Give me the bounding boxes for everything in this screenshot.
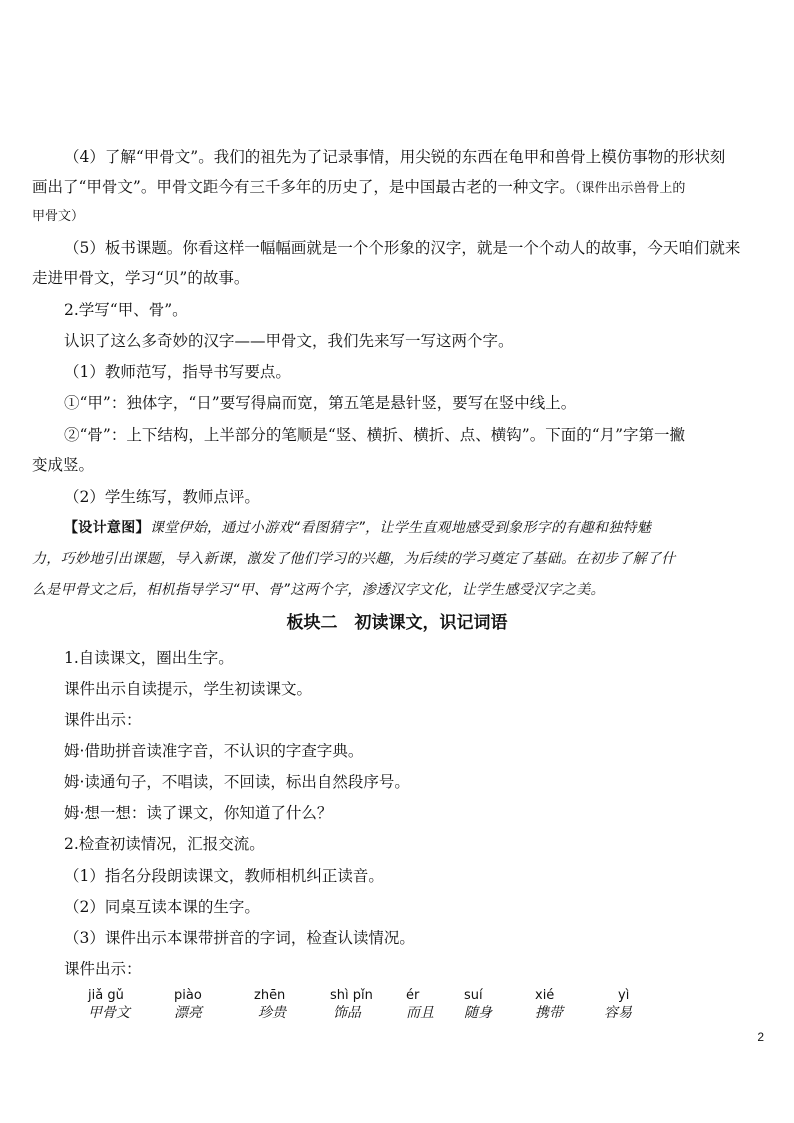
vocab-word: 饰品 <box>333 1005 361 1021</box>
section-heading: 板块二 初读课文，识记词语 <box>286 613 508 633</box>
paragraph-courseware-show-2: 课件出示： <box>64 960 142 978</box>
vocab-word: 而且 <box>406 1005 434 1021</box>
vocab-pinyin-row <box>0 988 794 1028</box>
vocab-pinyin: xié <box>535 988 555 1003</box>
reading-tip-3: 姆·想一想：读了课文，你知道了什么？ <box>64 804 333 822</box>
paragraph-oracle-intro-line2 <box>32 177 772 199</box>
subsection-title-self-reading: 1.自读课文，圈出生字。 <box>64 649 234 667</box>
reading-tip-2: 姆·读通句子，不唱读，不回读，标出自然段序号。 <box>64 773 410 791</box>
paragraph-read-aloud: （1）指名分段朗读课文，教师相机纠正读音。 <box>64 867 384 885</box>
paragraph-self-reading-intro: 课件出示自读提示，学生初读课文。 <box>64 680 313 698</box>
paragraph-write-intro: 认识了这么多奇妙的汉字——甲骨文，我们先来写一写这两个字。 <box>64 332 514 350</box>
design-intent-line2: 力，巧妙地引出课题，导入新课，激发了他们学习的兴趣，为后续的学习奠定了基础。在初步了解了什 <box>32 551 676 567</box>
vocab-pinyin: zhēn <box>254 988 286 1003</box>
vocab-pinyin: yì <box>618 988 630 1003</box>
vocab-pinyin: jiǎ gǔ <box>88 988 124 1003</box>
design-intent-label: 【设计意图】 <box>64 520 150 536</box>
vocab-pinyin: piào <box>174 988 202 1003</box>
reading-tip-1: 姆·借助拼音读准字音，不认识的字查字典。 <box>64 742 364 760</box>
vocab-word: 甲骨文 <box>88 1005 130 1021</box>
vocab-word: 容易 <box>604 1005 632 1021</box>
design-intent-line1 <box>64 518 772 538</box>
paragraph-oracle-intro-line1: （4）了解“甲骨文”。我们的祖先为了记录事情，用尖锐的东西在龟甲和兽骨上模仿事物的形状刻 <box>64 148 726 166</box>
paragraph-pinyin-check: （3）课件出示本课带拼音的字词，检查认读情况。 <box>64 929 415 947</box>
vocab-pinyin: shì pǐn <box>330 988 373 1003</box>
design-intent-line3: 么是甲骨文之后，相机指导学习“甲、骨”这两个字，渗透汉字文化，让学生感受汉字之美。 <box>32 582 605 598</box>
vocab-word: 漂亮 <box>174 1005 202 1021</box>
paragraph-jia-character: ①“甲”：独体字，“日”要写得扁而宽，第五笔是悬针竖，要写在竖中线上。 <box>64 394 577 412</box>
vocab-word: 珍贵 <box>258 1005 286 1021</box>
vocab-pinyin: suí <box>464 988 483 1003</box>
vocab-pinyin: ér <box>406 988 420 1003</box>
page-number: 2 <box>757 1030 764 1044</box>
paragraph-title-writing-line2: 走进甲骨文，学习“贝”的故事。 <box>32 269 250 287</box>
subsection-title-check-reading: 2.检查初读情况，汇报交流。 <box>64 835 265 853</box>
paragraph-teacher-demo: （1）教师范写，指导书写要点。 <box>64 363 291 381</box>
vocab-word: 随身 <box>464 1005 492 1021</box>
vocab-word: 携带 <box>535 1005 563 1021</box>
oracle-intro-text: 画出了“甲骨文”。甲骨文距今有三千多年的历史了，是中国最古老的一种文字。 <box>32 178 575 196</box>
paragraph-courseware-show: 课件出示： <box>64 711 142 729</box>
paragraph-title-writing-line1: （5）板书课题。你看这样一幅幅画就是一个个形象的汉字，就是一个个动人的故事，今天咱们就来 <box>64 239 741 257</box>
paragraph-gu-character-line2: 变成竖。 <box>32 456 95 474</box>
subsection-title-write-jia-gu: 2.学写“甲、骨”。 <box>64 301 188 319</box>
courseware-note: （课件出示兽骨上的 <box>574 181 686 196</box>
paragraph-peer-reading: （2）同桌互读本课的生字。 <box>64 898 260 916</box>
design-intent-text1: 课堂伊始，通过小游戏“看图猜字”，让学生直观地感受到象形字的有趣和独特魅 <box>149 520 652 536</box>
paragraph-gu-character-line1: ②“骨”：上下结构，上半部分的笔顺是“竖、横折、横折、点、横钩”。下面的“月”字第一撇 <box>64 426 686 444</box>
paragraph-oracle-intro-line3: 甲骨文） <box>32 209 85 224</box>
paragraph-student-practice: （2）学生练写，教师点评。 <box>64 488 260 506</box>
